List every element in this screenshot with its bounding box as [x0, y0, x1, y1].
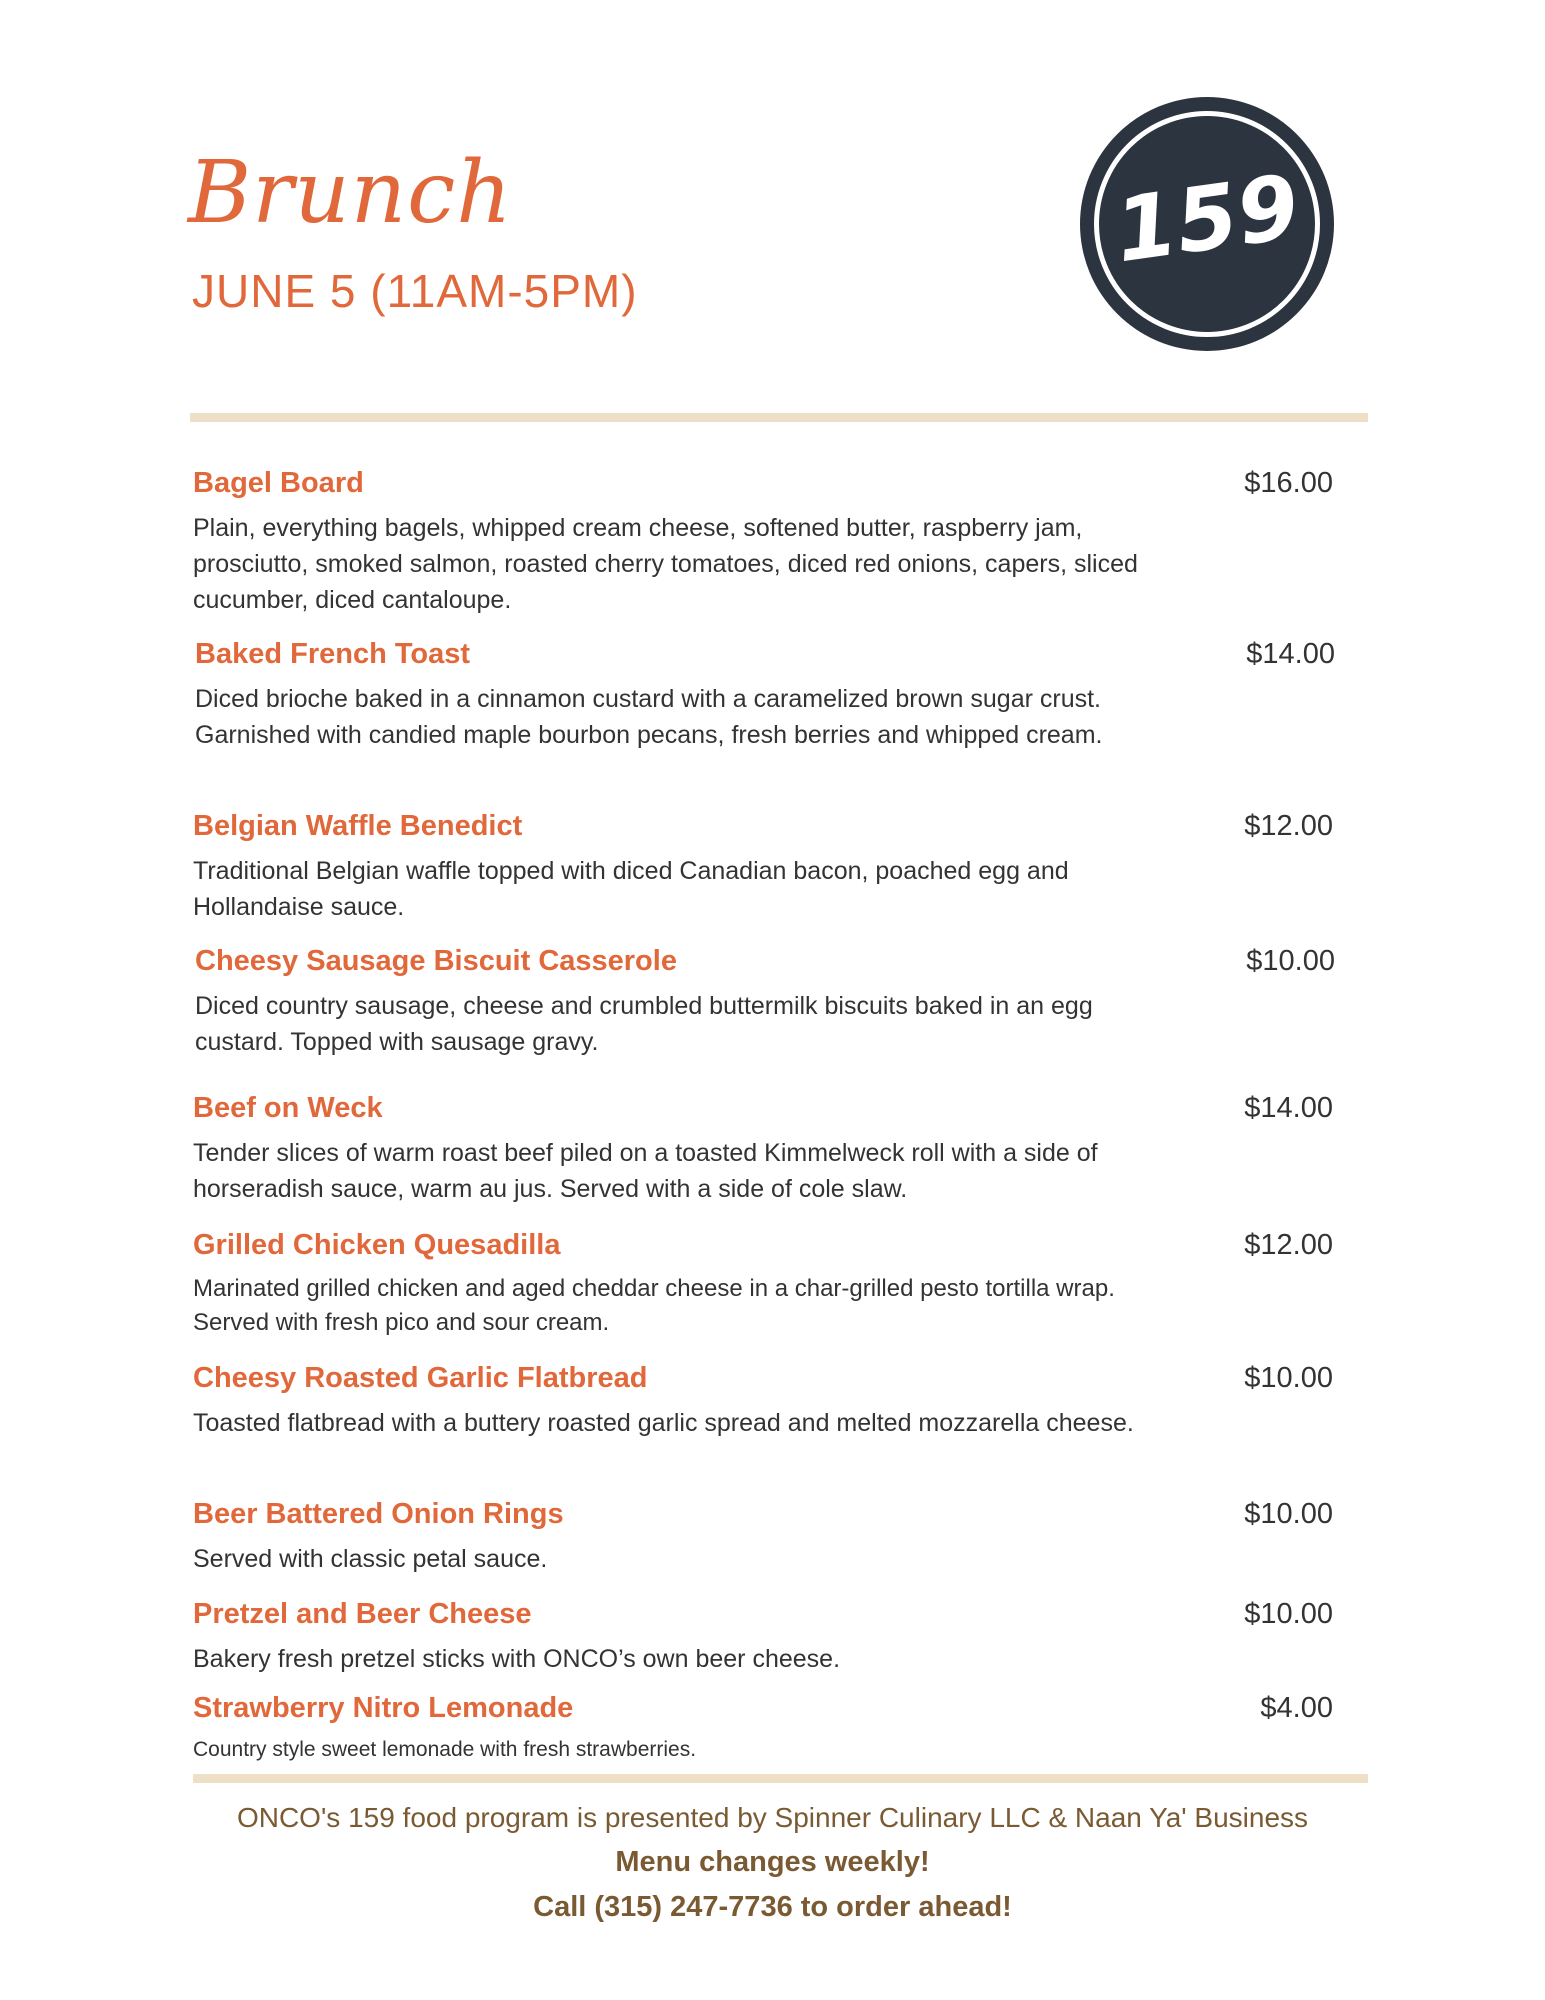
top-divider [190, 413, 1368, 422]
item-desc: Marinated grilled chicken and aged cheddar cheese in a char-grilled pesto tortilla wrap. Served with fresh pico and sour cream. [193, 1275, 1115, 1336]
item-name: Beef on Weck [193, 1092, 383, 1124]
item-price: $14.00 [1244, 1092, 1333, 1124]
menu-title: Brunch [188, 143, 513, 243]
item-price: $10.00 [1244, 1598, 1333, 1630]
item-desc: Toasted flatbread with a buttery roasted garlic spread and melted mozzarella cheese. [193, 1409, 1134, 1437]
item-name: Pretzel and Beer Cheese [193, 1598, 532, 1630]
menu-date: JUNE 5 (11AM-5PM) [192, 265, 638, 317]
item-desc: Served with classic petal sauce. [193, 1545, 548, 1573]
item-price: $12.00 [1244, 810, 1333, 842]
item-desc: Traditional Belgian waffle topped with diced Canadian bacon, poached egg and Hollandaise sauce. [193, 857, 1069, 921]
item-name: Cheesy Sausage Biscuit Casserole [195, 945, 677, 977]
footer-call: Call (315) 247-7736 to order ahead! [533, 1891, 1012, 1923]
item-desc: Diced brioche baked in a cinnamon custard with a caramelized brown sugar crust. Garnished with candied maple bourbon pecans, fresh berries and whipped cream. [195, 685, 1103, 749]
logo-159 [1080, 97, 1334, 351]
item-desc: Plain, everything bagels, whipped cream cheese, softened butter, raspberry jam, prosciutto, smoked salmon, roasted cherry tomatoes, diced red onions, capers, sliced cucumber, diced cantaloupe. [193, 514, 1138, 614]
item-name: Belgian Waffle Benedict [193, 810, 523, 842]
item-price: $12.00 [1244, 1229, 1333, 1261]
logo-text: 159 [1108, 154, 1306, 283]
footer-credit: ONCO's 159 food program is presented by Spinner Culinary LLC & Naan Ya' Business [236, 1802, 1309, 1833]
item-price: $10.00 [1244, 1362, 1333, 1394]
item-desc: Tender slices of warm roast beef piled on a toasted Kimmelweck roll with a side of horseradish sauce, warm au jus. Served with a side of cole slaw. [193, 1139, 1098, 1203]
item-name: Bagel Board [193, 467, 364, 499]
item-price: $10.00 [1246, 945, 1335, 977]
item-price: $16.00 [1244, 467, 1333, 499]
item-desc: Diced country sausage, cheese and crumbled buttermilk biscuits baked in an egg custard. Topped with sausage gravy. [195, 992, 1093, 1056]
item-name: Baked French Toast [195, 638, 471, 670]
item-name: Strawberry Nitro Lemonade [193, 1692, 574, 1724]
item-name: Grilled Chicken Quesadilla [193, 1229, 561, 1261]
footer-weekly: Menu changes weekly! [615, 1846, 930, 1878]
item-desc: Bakery fresh pretzel sticks with ONCO’s own beer cheese. [193, 1645, 841, 1673]
bottom-divider [193, 1774, 1368, 1783]
item-name: Beer Battered Onion Rings [193, 1498, 564, 1530]
item-desc: Country style sweet lemonade with fresh strawberries. [193, 1738, 697, 1761]
item-price: $14.00 [1246, 638, 1335, 670]
item-name: Cheesy Roasted Garlic Flatbread [193, 1362, 648, 1394]
item-price: $10.00 [1244, 1498, 1333, 1530]
item-price: $4.00 [1260, 1692, 1333, 1724]
